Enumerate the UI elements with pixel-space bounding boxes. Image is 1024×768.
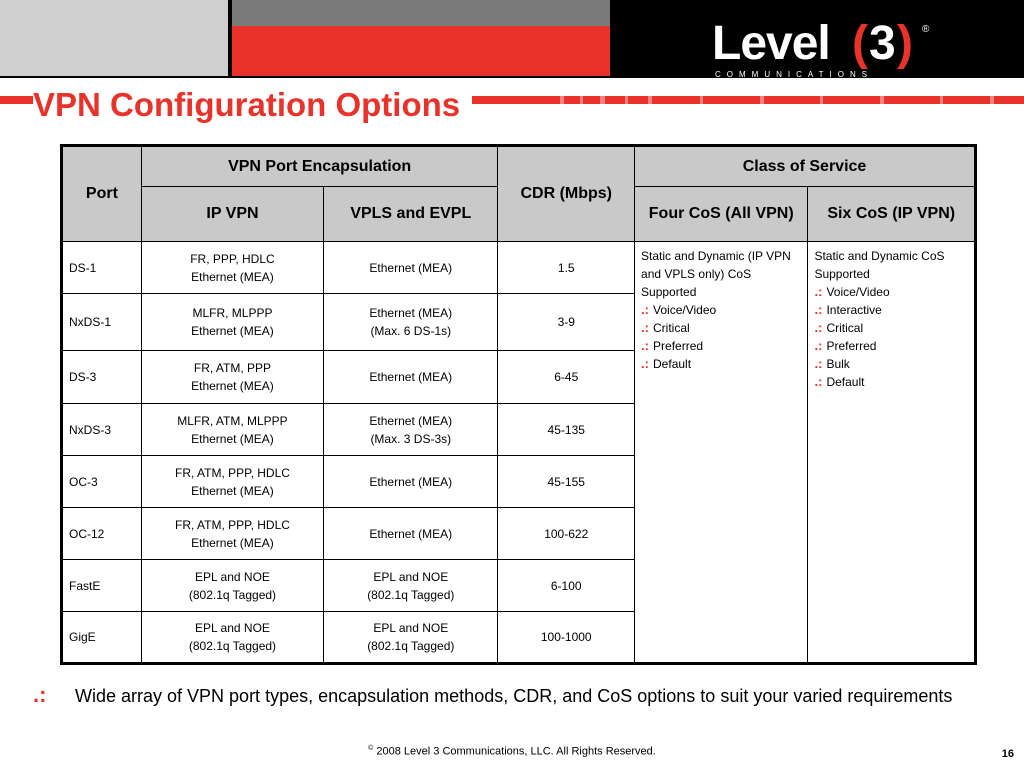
vpls-line: EPL and NOE [373, 621, 449, 635]
bullet-icon: .: [814, 374, 823, 389]
vpls-line: Ethernet (MEA) [369, 260, 453, 275]
vpn-options-table [60, 144, 977, 665]
ip-vpn-line: EPL and NOE [194, 621, 270, 635]
page-title: VPN Configuration Options [33, 86, 472, 124]
list-item-label: Critical [653, 321, 690, 335]
list-item-label: Voice/Video [826, 285, 890, 299]
vpls-line: (802.1q Tagged) [367, 587, 455, 602]
ip-vpn-line: (802.1q Tagged) [188, 587, 277, 602]
list-item-label: Preferred [826, 339, 877, 353]
banner-block-gray-left [0, 0, 228, 76]
ip-vpn-line: Ethernet (MEA) [191, 483, 274, 498]
cdr-cell: 100-1000 [498, 612, 635, 664]
vpls-line: Ethernet (MEA) [369, 370, 453, 384]
cdr-cell: 1.5 [498, 242, 635, 294]
cdr-cell: 6-100 [498, 560, 635, 612]
header-class-of-service: Class of Service [635, 146, 976, 187]
list-item [814, 319, 968, 337]
list-item-label: Bulk [826, 357, 850, 371]
header-four-cos: Four CoS (All VPN) [635, 187, 808, 242]
bullet-icon: .: [814, 284, 823, 299]
header-vpls-evpl: VPLS and EVPL [324, 187, 498, 242]
six-cos-intro: Static and Dynamic CoS Supported [814, 249, 945, 281]
vpls-line: Ethernet (MEA) [369, 526, 453, 541]
logo-number: 3 [869, 17, 896, 70]
bullet-icon: .: [814, 320, 823, 335]
cdr-cell: 100-622 [498, 508, 635, 560]
list-item-label: Interactive [826, 303, 882, 317]
port-cell: OC-12 [62, 508, 142, 560]
ip-vpn-cell [141, 456, 323, 508]
vpls-line: EPL and NOE [373, 569, 449, 584]
ip-vpn-line: Ethernet (MEA) [191, 379, 274, 393]
logo-paren-left: ( [852, 17, 868, 70]
bullet-icon: .: [814, 356, 823, 371]
bullet-icon: .: [814, 302, 823, 317]
list-item-label: Preferred [653, 339, 704, 353]
vpls-line: Ethernet (MEA) [369, 413, 453, 428]
level3-logo [712, 18, 952, 88]
ip-vpn-line: Ethernet (MEA) [191, 535, 274, 550]
list-item [814, 301, 968, 319]
ip-vpn-cell [141, 242, 323, 294]
vpls-cell [324, 351, 498, 404]
four-cos-cell [635, 242, 808, 664]
cdr-cell: 3-9 [498, 294, 635, 351]
vpls-cell [324, 404, 498, 456]
bullet-icon: .: [641, 302, 649, 317]
vpls-cell [324, 560, 498, 612]
port-cell: NxDS-3 [62, 404, 142, 456]
ip-vpn-line: FR, ATM, PPP [193, 361, 272, 375]
list-item-label: Voice/Video [653, 303, 717, 317]
list-item [814, 373, 968, 391]
cdr-cell: 45-155 [498, 456, 635, 508]
summary-text: Wide array of VPN port types, encapsulation methods, CDR, and CoS options to suit your varied requirements [75, 686, 953, 706]
table-row [62, 242, 976, 294]
header-encapsulation: VPN Port Encapsulation [141, 146, 498, 187]
cdr-cell: 6-45 [498, 351, 635, 404]
list-item-label: Critical [826, 321, 864, 335]
header-cdr: CDR (Mbps) [498, 146, 635, 242]
vpls-cell [324, 242, 498, 294]
list-item [641, 337, 801, 355]
list-item [814, 355, 968, 373]
list-item-label: Default [653, 357, 692, 371]
ip-vpn-line: Ethernet (MEA) [191, 431, 274, 446]
ip-vpn-line: FR, ATM, PPP, HDLC [175, 465, 290, 480]
port-cell: GigE [62, 612, 142, 664]
port-cell: FastE [62, 560, 142, 612]
vpls-line: (Max. 6 DS-1s) [370, 324, 452, 338]
header-ip-vpn: IP VPN [141, 187, 323, 242]
ip-vpn-line: (802.1q Tagged) [188, 639, 277, 653]
port-cell: DS-1 [62, 242, 142, 294]
ip-vpn-line: FR, PPP, HDLC [190, 251, 275, 266]
ip-vpn-line: MLFR, MLPPP [192, 306, 273, 320]
copyright-text: 2008 Level 3 Communications, LLC. All Rights Reserved. [376, 745, 656, 758]
vpls-line: (802.1q Tagged) [367, 639, 455, 653]
list-item [641, 301, 801, 319]
port-cell: OC-3 [62, 456, 142, 508]
bullet-icon: .: [641, 356, 649, 371]
list-item [641, 355, 801, 373]
ip-vpn-cell [141, 351, 323, 404]
ip-vpn-cell [141, 508, 323, 560]
ip-vpn-cell [141, 404, 323, 456]
ip-vpn-line: Ethernet (MEA) [191, 324, 274, 338]
bullet-icon: .: [814, 338, 823, 353]
copyright-symbol: © [368, 745, 374, 752]
banner-block-dark-gray [232, 0, 610, 26]
list-item [814, 337, 968, 355]
list-item-label: Default [826, 375, 865, 389]
ip-vpn-line: FR, ATM, PPP, HDLC [175, 517, 290, 532]
bullet-icon: .: [641, 320, 649, 335]
vpls-cell [324, 612, 498, 664]
banner-block-black [612, 0, 712, 76]
list-item [814, 283, 968, 301]
six-cos-cell [808, 242, 976, 664]
ip-vpn-line: MLFR, ATM, MLPPP [177, 413, 288, 428]
ip-vpn-line: EPL and NOE [194, 569, 270, 584]
ip-vpn-cell [141, 560, 323, 612]
vpls-cell [324, 456, 498, 508]
ip-vpn-cell [141, 612, 323, 664]
port-cell: NxDS-1 [62, 294, 142, 351]
list-item [641, 319, 801, 337]
cdr-cell: 45-135 [498, 404, 635, 456]
logo-registered-mark: ® [922, 24, 930, 35]
port-cell: DS-3 [62, 351, 142, 404]
footer-copyright [0, 745, 1024, 758]
banner-block-red [232, 26, 610, 76]
vpls-cell [324, 508, 498, 560]
vpls-line: Ethernet (MEA) [369, 306, 453, 320]
bullet-icon: .: [33, 682, 47, 707]
four-cos-intro: Static and Dynamic (IP VPN and VPLS only) CoS Supported [641, 249, 791, 299]
ip-vpn-line: Ethernet (MEA) [191, 269, 274, 284]
page-number: 16 [1001, 748, 1014, 760]
logo-word: Level [712, 17, 830, 70]
vpls-line: Ethernet (MEA) [369, 474, 453, 489]
header-six-cos: Six CoS (IP VPN) [808, 187, 976, 242]
logo-paren-right: ) [897, 17, 913, 70]
vpls-cell [324, 294, 498, 351]
header-port: Port [62, 146, 142, 242]
logo-subtitle: COMMUNICATIONS [715, 70, 874, 79]
bullet-icon: .: [641, 338, 649, 353]
vpls-line: (Max. 3 DS-3s) [370, 431, 452, 446]
ip-vpn-cell [141, 294, 323, 351]
